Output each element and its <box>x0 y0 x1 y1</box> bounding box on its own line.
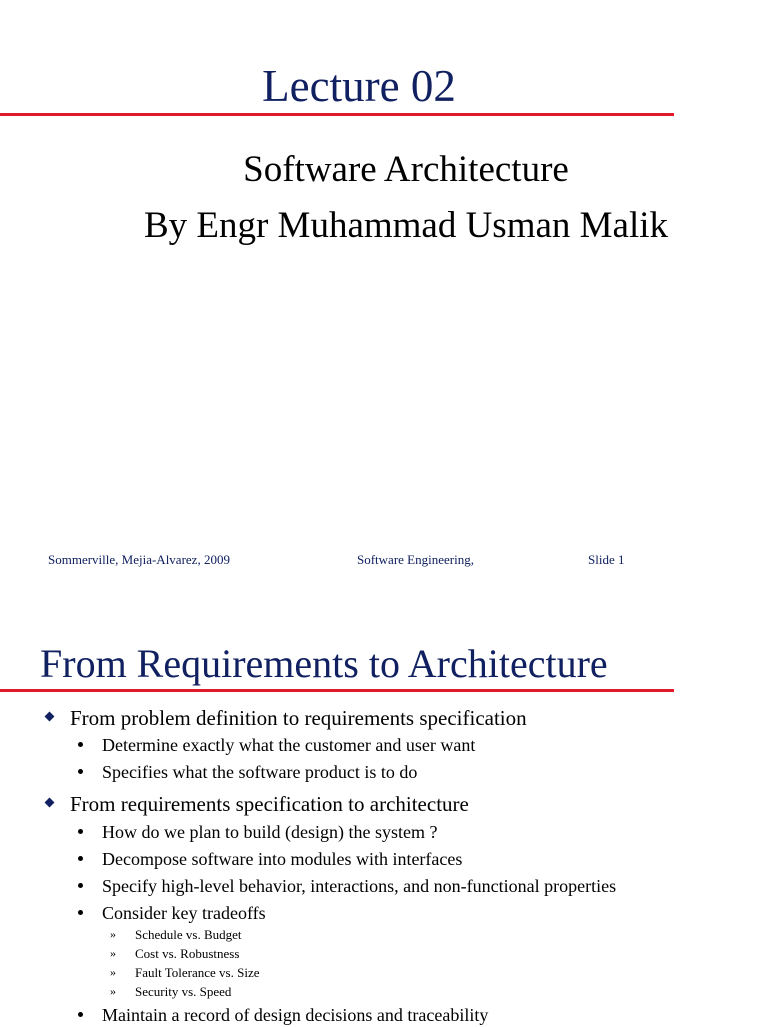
chevron-bullet-icon: » <box>110 984 116 998</box>
list-item-text: Security vs. Speed <box>135 984 232 999</box>
diamond-bullet-icon <box>45 798 55 808</box>
slide1-title: Lecture 02 <box>262 61 456 111</box>
list-item-text: Cost vs. Robustness <box>135 946 240 961</box>
slide1-author: By Engr Muhammad Usman Malik <box>143 205 669 246</box>
list-item-text: Fault Tolerance vs. Size <box>135 965 260 980</box>
title-divider <box>0 113 674 116</box>
list-item-text: Decompose software into modules with interfaces <box>102 849 463 869</box>
diamond-bullet-icon <box>45 712 55 722</box>
title-divider <box>0 689 674 692</box>
dot-bullet-icon <box>78 856 83 861</box>
slide1-subtitle: Software Architecture <box>243 149 569 190</box>
dot-bullet-icon <box>78 910 83 915</box>
footer-citation: Sommerville, Mejia-Alvarez, 2009 <box>48 552 230 567</box>
list-item-text: Specify high-level behavior, interactions, and non-functional properties <box>102 876 617 896</box>
slide2-title: From Requirements to Architecture <box>40 641 608 686</box>
list-item-text: From requirements specification to architecture <box>70 792 469 816</box>
list-item-text: From problem definition to requirements specification <box>70 706 527 730</box>
list-item-text: Determine exactly what the customer and user want <box>102 735 476 755</box>
footer-course: Software Engineering, <box>357 552 474 567</box>
list-item-text: Specifies what the software product is to do <box>102 762 418 782</box>
list-item-text: Schedule vs. Budget <box>135 927 242 942</box>
list-item-text: How do we plan to build (design) the system ? <box>102 822 438 842</box>
chevron-bullet-icon: » <box>110 927 116 941</box>
chevron-bullet-icon: » <box>110 946 116 960</box>
list-item-text: Consider key tradeoffs <box>102 903 266 923</box>
dot-bullet-icon <box>78 1012 83 1017</box>
dot-bullet-icon <box>78 769 83 774</box>
chevron-bullet-icon: » <box>110 965 116 979</box>
list-item-text: Maintain a record of design decisions and traceability <box>102 1005 489 1025</box>
dot-bullet-icon <box>78 742 83 747</box>
dot-bullet-icon <box>78 829 83 834</box>
footer-slide-number: Slide 1 <box>588 552 625 567</box>
dot-bullet-icon <box>78 883 83 888</box>
